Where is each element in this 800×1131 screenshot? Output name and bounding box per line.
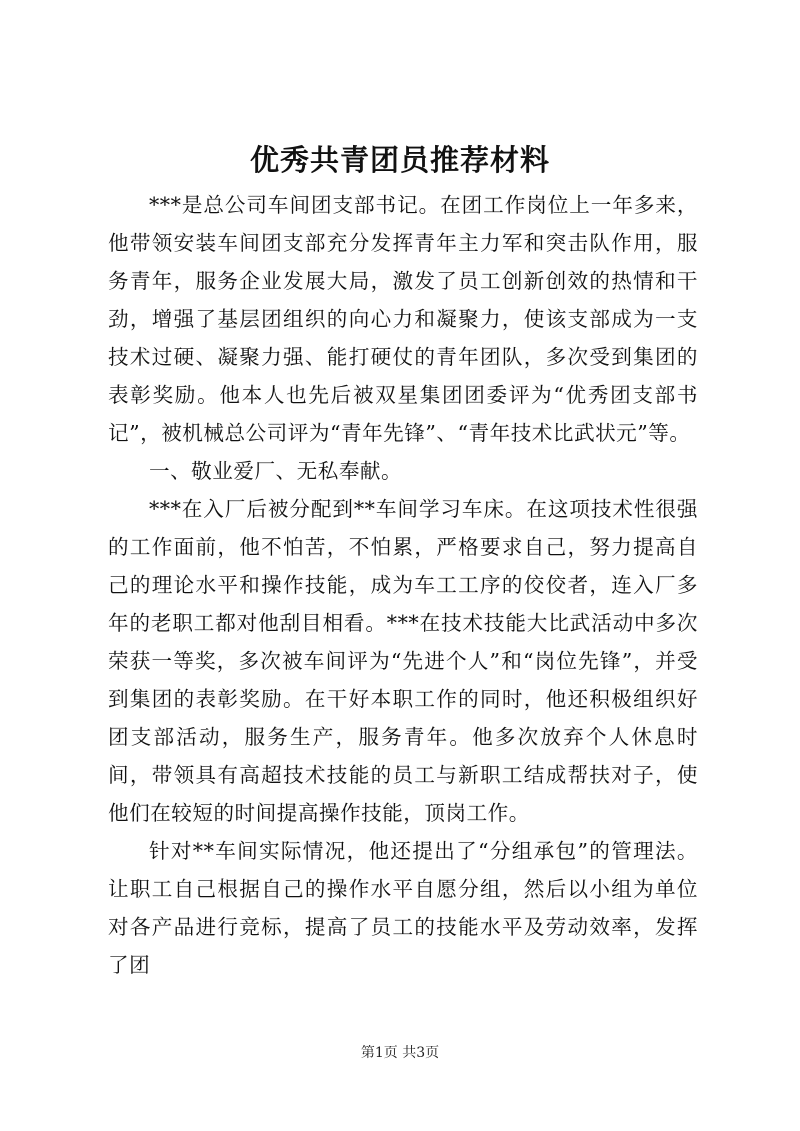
document-body <box>108 186 698 984</box>
paragraph-section-1: ***在入厂后被分配到**车间学习车床。在这项技术性很强的工作面前，他不怕苦，不怕累，严格要求自己，努力提高自己的理论水平和操作技能，成为车工工序的佼佼者，连入厂多年的老职工都对他刮目相看。***在技术技能大比武活动中多次荣获一等奖，多次被车间评为“先进个人”和“岗位先锋”，并受到集团的表彰奖励。在干好本职工作的同时，他还积极组织好团支部活动，服务生产，服务青年。他多次放弃个人休息时间，带领具有高超技术技能的员工与新职工结成帮扶对子，使他们在较短的时间提高操作技能，顶岗工作。 <box>108 497 698 825</box>
page-footer: 第1页 共3页 <box>360 1045 440 1061</box>
paragraph-management: 针对**车间实际情况，他还提出了“分组承包”的管理法。让职工自己根据自己的操作水平自愿分组，然后以小组为单位对各产品进行竞标，提高了员工的技能水平及劳动效率，发挥了团 <box>108 839 698 977</box>
section-heading-1: 一、敬业爱厂、无私奉献。 <box>149 459 403 483</box>
paragraph-intro: ***是总公司车间团支部书记。在团工作岗位上一年多来，他带领安装车间团支部充分发挥青年主力军和突击队作用，服务青年，服务企业发展大局，激发了员工创新创效的热情和干劲，增强了基层团组织的向心力和凝聚力，使该支部成为一支技术过硬、凝聚力强、能打硬仗的青年团队，多次受到集团的表彰奖励。他本人也先后被双星集团团委评为“优秀团支部书记”，被机械总公司评为“青年先锋”、“青年技术比武状元”等。 <box>108 193 698 445</box>
document-title: 优秀共青团员推荐材料 <box>249 143 550 177</box>
